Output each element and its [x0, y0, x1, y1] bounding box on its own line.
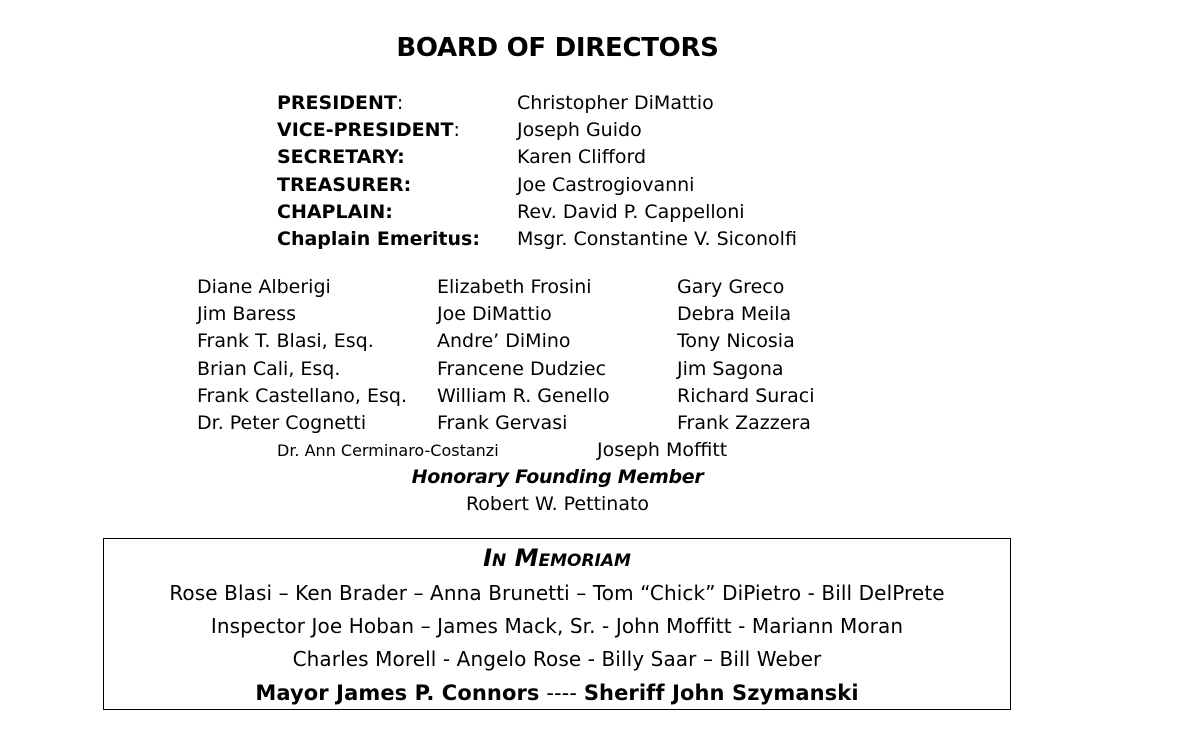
officer-role: [277, 117, 460, 144]
memoriam-line: Charles Morell - Angelo Rose - Billy Saar – Bill Weber: [292, 647, 822, 671]
honorary-name: Robert W. Pettinato: [465, 493, 650, 515]
member-name: William R. Genello: [437, 384, 610, 407]
member-name: Dr. Peter Cognetti: [197, 411, 367, 434]
member-name: Joe DiMattio: [437, 303, 552, 326]
memoriam-box: [103, 538, 1011, 710]
memoriam-final-left: Mayor James P. Connors: [255, 681, 540, 705]
member-name: Brian Cali, Esq.: [197, 357, 341, 380]
memoriam-final-line: [104, 680, 1010, 706]
officer-role-colon: :: [453, 119, 460, 142]
officer-role: [277, 226, 480, 253]
officer-role: [277, 90, 403, 117]
honorary-title: Honorary Founding Member: [411, 466, 704, 488]
memoriam-line: Inspector Joe Hoban – James Mack, Sr. - John Moffitt - Mariann Moran: [210, 614, 904, 638]
member-name: Jim Baress: [197, 303, 296, 326]
officer-role-label: TREASURER:: [277, 173, 412, 196]
officer-role: [277, 172, 411, 199]
officer-role-colon: :: [396, 92, 404, 114]
members-column-3: [677, 274, 917, 437]
officer-role-label: Chaplain Emeritus:: [277, 227, 480, 250]
officer-role: [277, 199, 393, 226]
page-title: BOARD OF DIRECTORS: [396, 33, 719, 63]
memoriam-title: In Memoriam: [483, 544, 631, 572]
officer-name: Rev. David P. Cappelloni: [517, 200, 745, 223]
members-column-2: [437, 274, 677, 437]
officer-name: Joe Castrogiovanni: [517, 173, 695, 196]
officer-role-label: PRESIDENT: [277, 92, 397, 114]
member-name: Frank Castellano, Esq.: [197, 384, 407, 407]
member-name: Frank T. Blasi, Esq.: [197, 330, 374, 353]
memoriam-line: Rose Blasi – Ken Brader – Anna Brunetti – Tom “Chick” DiPietro - Bill DelPrete: [169, 581, 945, 605]
officer-role-label: CHAPLAIN:: [277, 200, 393, 223]
officer-name: Msgr. Constantine V. Siconolfi: [517, 227, 797, 250]
officer-name: Joseph Guido: [517, 119, 642, 142]
member-name: Francene Dudziec: [437, 357, 607, 380]
officer-name: Karen Clifford: [517, 146, 647, 169]
member-name: Tony Nicosia: [677, 330, 795, 353]
members-column-1: [197, 274, 437, 437]
member-name: Frank Gervasi: [437, 411, 568, 434]
member-name: Debra Meila: [677, 303, 792, 326]
member-name: Andre’ DiMino: [437, 330, 571, 353]
officer-role-label: SECRETARY:: [277, 146, 405, 169]
member-name: Richard Suraci: [677, 384, 815, 407]
member-name: Jim Sagona: [677, 357, 784, 380]
officer-name: Christopher DiMattio: [517, 92, 714, 114]
member-name: Frank Zazzera: [677, 411, 811, 434]
memoriam-final-separator: ----: [539, 681, 584, 705]
extra-member-right: Joseph Moffitt: [597, 439, 728, 461]
member-name: Elizabeth Frosini: [437, 276, 592, 298]
member-name: Gary Greco: [677, 276, 785, 298]
member-name: Diane Alberigi: [197, 276, 331, 298]
memoriam-final-right: Sheriff John Szymanski: [583, 681, 859, 705]
officer-role-label: VICE-PRESIDENT: [277, 119, 454, 142]
officer-role: [277, 144, 405, 171]
extra-member-left: Dr. Ann Cerminaro-Costanzi: [277, 441, 499, 460]
